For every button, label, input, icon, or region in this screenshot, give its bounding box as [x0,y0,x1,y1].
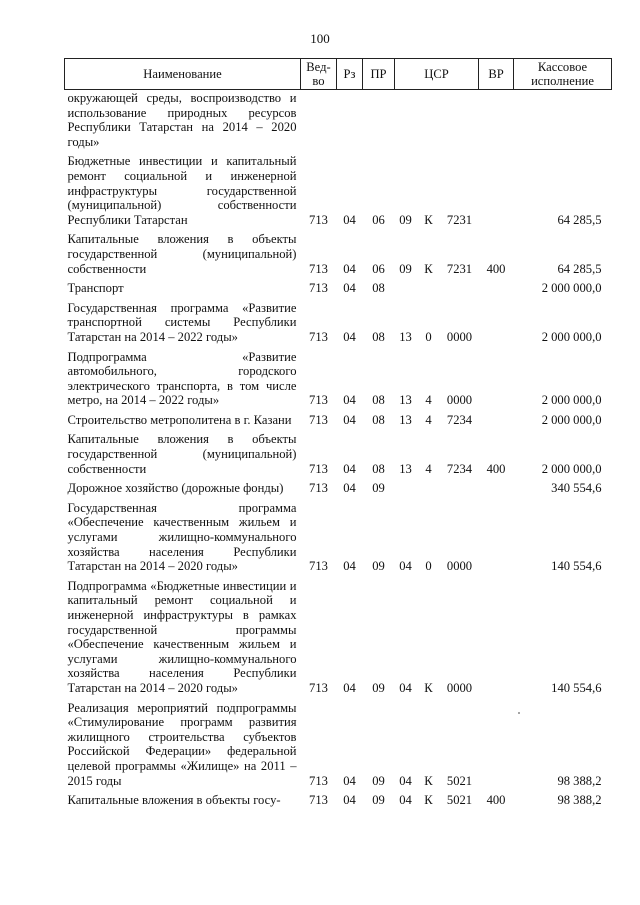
header-amount-line1: Кассовое [537,60,588,74]
row-name: Подпрограмма «Бюджетные инвестиции и капитальный ремонт социальной и инженерной инфраструктуры в рамках государственной программы «Обеспечение качественным жильем и услугами жилищно-коммунального хозяйства населения Республики Татарстан на 2014 – 2020 годы» [67,578,297,695]
row-pr: 08 [372,393,385,408]
row-csr-direction [441,90,479,154]
row-vr [479,300,514,349]
row-pr: 09 [372,481,385,496]
row-amount: 98 388,2 [557,793,602,808]
budget-table [64,58,612,812]
row-rz: 04 [343,412,356,427]
row-ved: 713 [309,559,328,574]
table-row [65,349,612,412]
row-ved: 713 [309,773,328,788]
row-rz: 04 [343,281,356,296]
row-name: Бюджетные инвестиции и капитальный ремонт социальной и инженерной инфраструктуры государственной (муниципальной) собственности Республики Татарстан [67,154,297,227]
row-csr-subprogram: К [424,773,433,788]
header-ved [301,59,337,90]
row-csr-subprogram: К [424,680,433,695]
row-csr-program [395,90,417,154]
row-rz: 04 [343,261,356,276]
row-csr-program [395,480,417,500]
row-ved [301,90,337,154]
row-name: Дорожное хозяйство (дорожные фонды) [67,481,284,496]
row-amount: 98 388,2 [557,773,602,788]
row-ved: 713 [309,281,328,296]
row-csr-direction: 0000 [446,680,473,695]
row-ved: 713 [309,793,328,808]
page-number: 100 [310,31,330,46]
row-vr [479,500,514,578]
row-rz: 04 [343,212,356,227]
row-ved: 713 [309,212,328,227]
row-csr-direction: 0000 [446,329,473,344]
row-ved: 713 [309,412,328,427]
row-name: Капитальные вложения в объекты государственной (муниципальной) собственности [67,432,297,476]
row-csr-program: 04 [399,773,412,788]
row-csr-subprogram: К [424,793,433,808]
row-name: Государственная программа «Обеспечение качественным жильем и услугами жилищно-коммунального хозяйства населения Республики Татарстан на 2014 – 2020 годы» [67,500,297,574]
row-amount: 2 000 000,0 [541,281,602,296]
row-ved: 713 [309,481,328,496]
table-row [65,300,612,349]
header-csr: ЦСР [395,59,479,90]
header-vr: ВР [479,59,514,90]
row-csr-program: 04 [399,680,412,695]
row-csr-direction: 5021 [446,773,473,788]
row-amount: 140 554,6 [551,559,602,574]
row-vr [479,90,514,154]
row-csr-subprogram: 4 [425,412,432,427]
row-pr: 08 [372,412,385,427]
row-vr [479,700,514,793]
row-csr-direction: 0000 [446,559,473,574]
row-csr-subprogram: 0 [425,329,432,344]
row-pr: 06 [372,212,385,227]
row-csr-direction [441,280,479,300]
row-csr-program: 04 [399,559,412,574]
table-row [65,231,612,280]
row-pr: 09 [372,773,385,788]
row-csr-subprogram [417,280,441,300]
row-csr-program: 09 [399,212,412,227]
row-ved: 713 [309,261,328,276]
row-csr-subprogram: 0 [425,559,432,574]
row-pr: 08 [372,461,385,476]
row-csr-program [395,280,417,300]
row-csr-direction: 7234 [446,461,473,476]
row-csr-direction: 7234 [446,412,473,427]
row-rz: 04 [343,680,356,695]
row-name: Государственная программа «Развитие транспортной системы Республики Татарстан на 2014 – 2022 годы» [67,300,297,344]
row-csr-subprogram [417,480,441,500]
table-row [65,700,612,793]
row-name: Капитальные вложения в объекты государственной (муниципальной) собственности [67,232,297,276]
row-pr: 06 [372,261,385,276]
row-name: окружающей среды, воспроизводство и использование природных ресурсов Республики Татарстан на 2014 – 2020 годы» [67,91,297,149]
row-name: Подпрограмма «Развитие автомобильного, городского электрического транспорта, в том числе метро, на 2014 – 2022 годы» [67,349,297,408]
row-vr: 400 [486,793,506,808]
row-vr [479,412,514,432]
row-csr-direction: 0000 [446,393,473,408]
row-csr-direction: 7231 [446,212,473,227]
row-amount: 2 000 000,0 [541,461,602,476]
row-amount: 2 000 000,0 [541,412,602,427]
row-csr-program: 13 [399,461,412,476]
header-ved-line2: во [312,74,325,88]
row-csr-direction: 5021 [446,793,473,808]
row-pr: 09 [372,680,385,695]
row-ved: 713 [309,680,328,695]
table-row [65,412,612,432]
table-row [65,578,612,700]
row-amount: 2 000 000,0 [541,329,602,344]
header-name: Наименование [65,59,301,90]
row-amount [514,90,612,154]
row-ved: 713 [309,393,328,408]
table-row [65,431,612,480]
row-pr: 08 [372,281,385,296]
table-row [65,500,612,578]
table-row [65,792,612,812]
row-ved: 713 [309,329,328,344]
row-rz: 04 [343,329,356,344]
row-csr-direction: 7231 [446,261,473,276]
row-vr [479,280,514,300]
row-csr-program: 13 [399,412,412,427]
row-amount: 340 554,6 [551,481,602,496]
row-vr [479,153,514,231]
table-row [65,480,612,500]
scan-speck [518,712,520,714]
row-pr: 08 [372,329,385,344]
row-csr-direction [441,480,479,500]
row-rz: 04 [343,481,356,496]
row-vr [479,578,514,700]
row-pr [363,90,395,154]
row-ved: 713 [309,461,328,476]
row-csr-subprogram: 4 [425,461,432,476]
row-name: Строительство метрополитена в г. Казани [67,412,292,427]
row-rz: 04 [343,393,356,408]
row-name: Реализация мероприятий подпрограммы «Стимулирование программ развития жилищного строительства субъектов Российской Федерации» федеральной целевой программы «Жилище» на 2011 – 2015 годы [67,700,297,788]
row-pr: 09 [372,793,385,808]
row-rz: 04 [343,793,356,808]
row-vr [479,349,514,412]
row-csr-program: 04 [399,793,412,808]
table-row [65,280,612,300]
row-rz: 04 [343,461,356,476]
header-rz: Рз [337,59,363,90]
row-amount: 64 285,5 [557,261,602,276]
header-amount [514,59,612,90]
row-csr-program: 13 [399,393,412,408]
header-ved-line1: Вед- [306,60,331,74]
table-row [65,90,612,154]
header-pr: ПР [363,59,395,90]
row-rz: 04 [343,559,356,574]
table-body [65,90,612,812]
row-amount: 64 285,5 [557,212,602,227]
row-csr-subprogram: 4 [425,393,432,408]
row-rz [337,90,363,154]
row-amount: 2 000 000,0 [541,393,602,408]
row-vr: 400 [486,461,506,476]
row-csr-subprogram: К [424,261,433,276]
table-row [65,153,612,231]
row-rz: 04 [343,773,356,788]
row-csr-subprogram [417,90,441,154]
row-vr: 400 [486,261,506,276]
row-csr-subprogram: К [424,212,433,227]
row-name: Транспорт [67,281,124,296]
row-csr-program: 13 [399,329,412,344]
row-vr [479,480,514,500]
row-amount: 140 554,6 [551,680,602,695]
row-pr: 09 [372,559,385,574]
header-amount-line2: исполнение [531,74,594,88]
row-name: Капитальные вложения в объекты госу- [67,793,281,808]
row-csr-program: 09 [399,261,412,276]
table-header-row [65,59,612,90]
